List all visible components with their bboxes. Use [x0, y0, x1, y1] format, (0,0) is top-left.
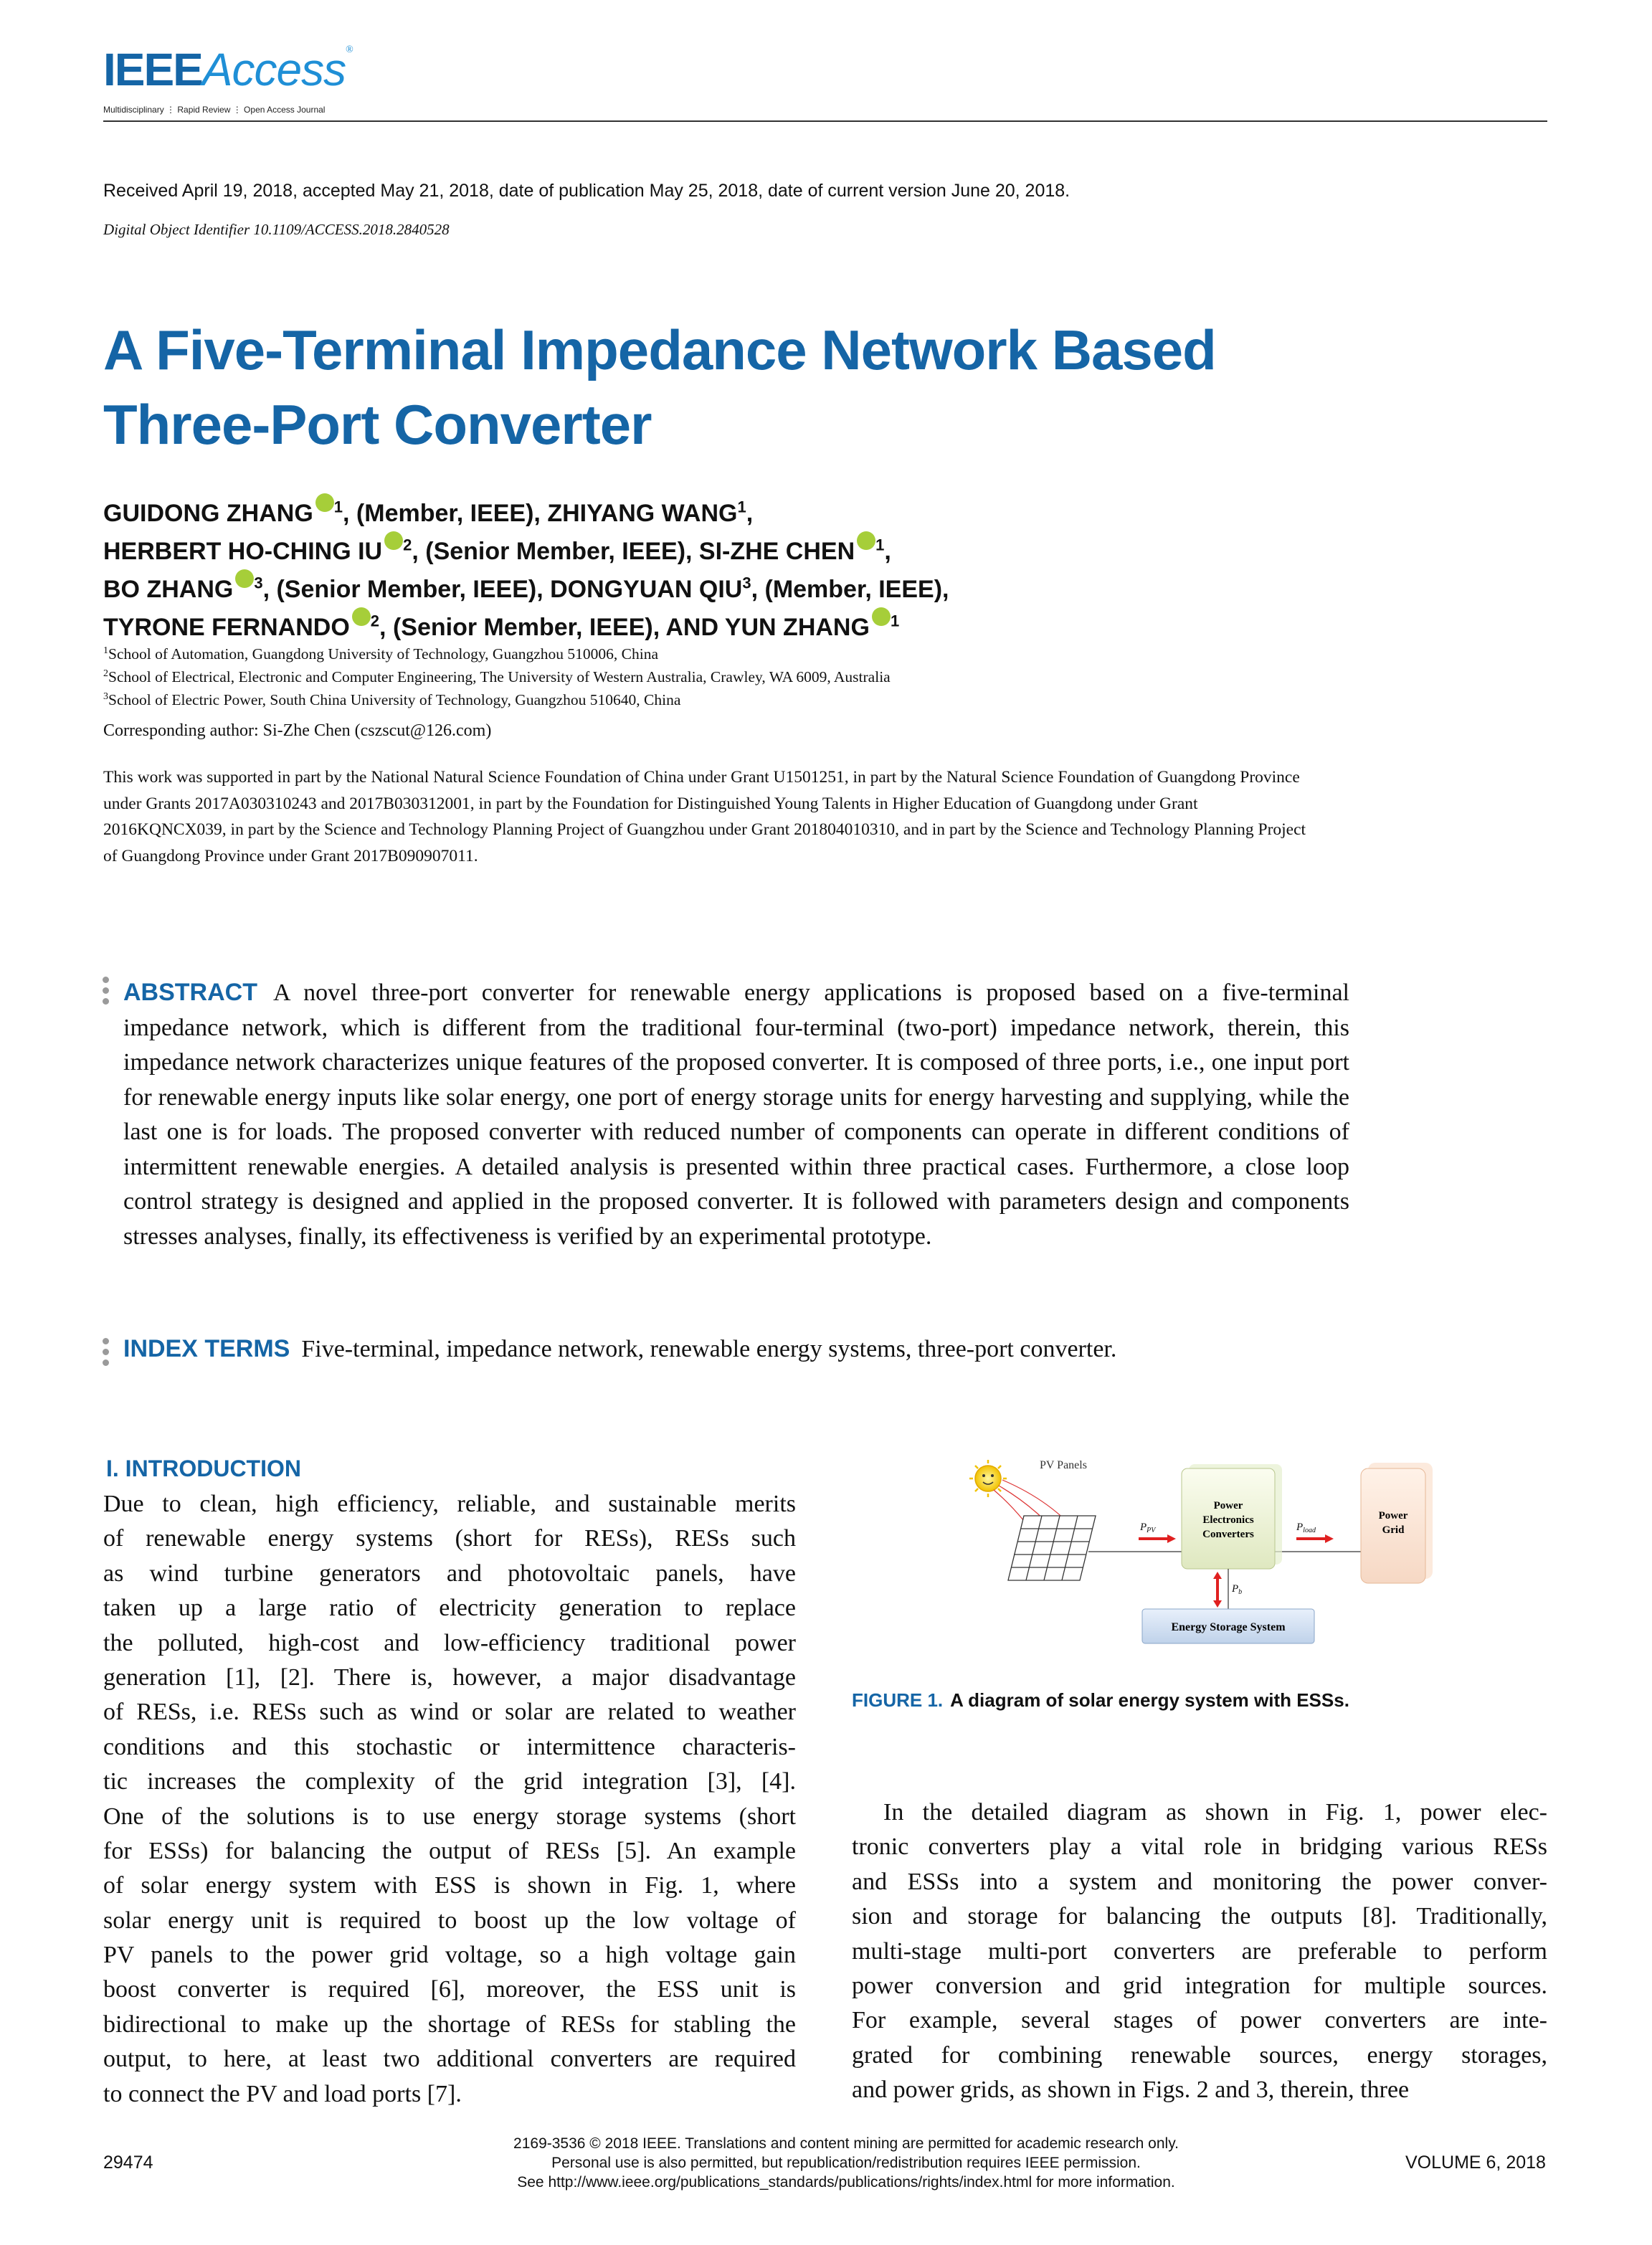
journal-tagline: Multidisciplinary ⋮ Rapid Review ⋮ Open Access Journal	[103, 105, 326, 115]
title-line-1: A Five-Terminal Impedance Network Based	[103, 318, 1216, 381]
text-line: One of the solutions is to use energy storage systems (short	[103, 1803, 796, 1830]
text-line: output, to here, at least two additional converters are required	[103, 2046, 796, 2073]
text-line: conditions and this stochastic or intermittence characteris-	[103, 1733, 796, 1760]
author-affil-sup: 1	[737, 498, 746, 516]
affiliation-item	[103, 665, 891, 688]
author-name[interactable]: ZHIYANG WANG	[547, 500, 738, 527]
author-role: , (Senior Member, IEEE), AND	[379, 614, 725, 641]
left-column-text	[103, 1487, 796, 2112]
affiliation-item	[103, 642, 891, 665]
ess-label: Energy Storage System	[1171, 1621, 1286, 1633]
text-line: to connect the PV and load ports [7].	[103, 2080, 462, 2107]
text-line: for ESSs) for balancing the output of RESs [5]. An example	[103, 1837, 796, 1864]
text-line: tic increases the complexity of the grid integration [3], [4].	[103, 1768, 796, 1795]
right-column-text	[852, 1795, 1547, 2108]
author-name[interactable]: BO ZHANG	[103, 576, 234, 603]
text-line: the polluted, high-cost and low-efficiency traditional power	[103, 1629, 796, 1656]
affiliation-list	[103, 642, 891, 711]
text-line: as wind turbine generators and photovoltaic panels, have	[103, 1560, 796, 1587]
sun-icon	[969, 1460, 1007, 1497]
orcid-icon[interactable]	[235, 569, 254, 588]
affil-sup: 3	[103, 690, 108, 702]
author-separator: ,	[884, 538, 891, 565]
header-divider	[103, 120, 1547, 122]
author-affil-sup: 3	[742, 574, 751, 592]
index-terms-block	[123, 1335, 1116, 1363]
corresponding-author: Corresponding author: Si-Zhe Chen (cszscut@126.com)	[103, 721, 492, 740]
text-line: multi-stage multi-port converters are preferable to perform	[852, 1937, 1547, 1965]
abstract-marker-dots	[103, 977, 113, 1009]
copyright-line-2: Personal use is also permitted, but republication/redistribution requires IEEE permission.	[551, 2155, 1141, 2171]
author-affil-sup: 2	[370, 612, 380, 630]
figure-1-diagram	[852, 1458, 1440, 1666]
text-line: of solar energy system with ESS is shown in Fig. 1, where	[103, 1872, 796, 1899]
text-line: solar energy unit is required to boost up the low voltage of	[103, 1907, 796, 1934]
author-name[interactable]: SI-ZHE CHEN	[698, 538, 855, 565]
figure-caption-text: A diagram of solar energy system with ESSs.	[950, 1689, 1349, 1711]
author-affil-sup: 1	[875, 536, 885, 554]
text-line: grated for combining renewable sources, energy storages,	[852, 2041, 1547, 2069]
abstract-heading: ABSTRACT	[123, 979, 257, 1006]
received-dates: Received April 19, 2018, accepted May 21, 2018, date of publication May 25, 2018, date of current version June 20, 2018.	[103, 181, 1071, 201]
text-line: and ESSs into a system and monitoring the power conver-	[852, 1868, 1547, 1895]
affil-sup: 2	[103, 668, 108, 679]
logo-access-text: Access	[201, 44, 346, 95]
text-line: bidirectional to make up the shortage of RESs for stabling the	[103, 2011, 796, 2038]
author-separator: ,	[746, 500, 754, 527]
author-name[interactable]: TYRONE FERNANDO	[103, 614, 350, 641]
author-role: , (Member, IEEE),	[751, 576, 949, 603]
abstract-block	[123, 975, 1349, 1254]
author-name[interactable]: HERBERT HO-CHING IU	[103, 538, 383, 565]
text-line: tronic converters play a vital role in bridging various RESs	[852, 1833, 1547, 1861]
doi-line: Digital Object Identifier 10.1109/ACCESS.2018.2840528	[103, 221, 450, 238]
orcid-icon[interactable]	[352, 607, 371, 626]
text-line: PV panels to the power grid voltage, so a high voltage gain	[103, 1942, 796, 1969]
copyright-notice	[402, 2134, 1291, 2192]
grid-label-1: Power	[1378, 1510, 1408, 1522]
index-terms-marker-dots	[103, 1338, 113, 1370]
pec-label-3: Converters	[1202, 1529, 1254, 1540]
orcid-icon[interactable]	[857, 531, 875, 550]
author-name[interactable]: YUN ZHANG	[724, 614, 870, 641]
author-affil-sup: 1	[890, 612, 900, 630]
text-line: of renewable energy systems (short for RESs), RESs such	[103, 1525, 796, 1552]
affil-sup: 1	[103, 645, 108, 656]
copyright-line-1: 2169-3536 © 2018 IEEE. Translations and content mining are permitted for academic research only.	[513, 2135, 1179, 2152]
index-terms-text: Five-terminal, impedance network, renewable energy systems, three-port converter.	[301, 1336, 1117, 1362]
text-line: boost converter is required [6], moreover, the ESS unit is	[103, 1976, 796, 2003]
author-role: , (Member, IEEE),	[343, 500, 548, 527]
text-line: and power grids, as shown in Figs. 2 and 3, therein, three	[852, 2076, 1410, 2104]
ieee-access-logo: IEEEAccess®	[103, 44, 353, 95]
text-line: For example, several stages of power converters are inte-	[852, 2007, 1547, 2034]
affil-text: School of Automation, Guangdong University of Technology, Guangzhou 510006, China	[108, 645, 659, 663]
text-line: power conversion and grid integration for multiple sources.	[852, 1972, 1547, 1999]
grid-label-2: Grid	[1382, 1524, 1405, 1536]
volume-label: VOLUME 6, 2018	[1405, 2153, 1546, 2173]
author-role: , (Senior Member, IEEE),	[262, 576, 551, 603]
author-list	[103, 495, 949, 647]
abstract-text: A novel three-port converter for renewable energy applications is proposed based on a five-terminal impedance network, which is different from the traditional four-terminal (two-port) impedance network, therein, this impedance network characterizes unique features of the proposed converter. It is composed of three ports, i.e., one input port for renewable energy inputs like solar energy, one port of energy storage units for energy harvesting and supplying, while the last one is for loads. The proposed converter with reduced number of components can operate in different conditions of intermittent renewable energies. A detailed analysis is presented within three practical cases. Furthermore, a close loop control strategy is designed and applied in the proposed converter. It is followed with parameters design and components stresses analyses, finally, its effectiveness is verified by an experimental prototype.	[123, 979, 1349, 1250]
pv-panels-label: PV Panels	[1040, 1459, 1087, 1471]
text-line: Due to clean, high efficiency, reliable, and sustainable merits	[103, 1491, 796, 1517]
logo-ieee-text: IEEE	[103, 44, 202, 95]
text-line: generation [1], [2]. There is, however, a major disadvantage	[103, 1663, 796, 1691]
affiliation-item	[103, 688, 891, 711]
text-line: In the detailed diagram as shown in Fig. 1, power elec-	[883, 1799, 1547, 1826]
orcid-icon[interactable]	[315, 493, 334, 512]
author-affil-sup: 3	[254, 574, 263, 592]
text-line: sion and storage for balancing the outputs [8]. Traditionally,	[852, 1903, 1547, 1930]
author-role: , (Senior Member, IEEE),	[412, 538, 699, 565]
orcid-icon[interactable]	[384, 531, 403, 550]
pv-panel-icon	[1008, 1516, 1096, 1580]
copyright-line-3[interactable]: See http://www.ieee.org/publications_standards/publications/rights/index.html for more information.	[517, 2174, 1175, 2191]
text-line: of RESs, i.e. RESs such as wind or solar are related to weather	[103, 1699, 796, 1726]
ppv-label: $P_{PV}$	[1140, 1522, 1156, 1534]
author-name[interactable]: GUIDONG ZHANG	[103, 500, 313, 527]
pec-label-1: Power	[1213, 1500, 1243, 1511]
title-line-2: Three-Port Converter	[103, 393, 652, 456]
figure-caption-label: FIGURE 1.	[852, 1689, 944, 1711]
pec-label-2: Electronics	[1202, 1514, 1254, 1526]
page-number: 29474	[103, 2153, 153, 2173]
author-name[interactable]: DONGYUAN QIU	[550, 576, 743, 603]
funding-note: This work was supported in part by the National Natural Science Foundation of China under Grant U1501251, in part by the Natural Science Foundation of Guangdong Province under Grants 2017A030310243 and 2017B030312001, in part by the Foundation for Distinguished Young Talents in Higher Education of Guangdong under Grant 2016KQNCX039, in part by the Science and Technology Planning Project of Guangzhou under Grant 201804010310, and in part by the Science and Technology Planning Project of Guangdong Province under Grant 2017B090907011.	[103, 768, 1306, 865]
affil-text: School of Electric Power, South China University of Technology, Guangzhou 510640, China	[108, 691, 681, 708]
author-affil-sup: 1	[333, 498, 343, 516]
index-terms-heading: INDEX TERMS	[123, 1335, 290, 1362]
affil-text: School of Electrical, Electronic and Computer Engineering, The University of Western Australia, Crawley, WA 6009, Australia	[108, 668, 891, 685]
text-line: taken up a large ratio of electricity generation to replace	[103, 1595, 796, 1622]
orcid-icon[interactable]	[872, 607, 891, 626]
paper-title	[103, 313, 1394, 462]
figure-1-caption	[852, 1689, 1349, 1712]
pload-label: $P_{load}$	[1296, 1522, 1316, 1534]
section-heading-introduction: I. INTRODUCTION	[106, 1456, 301, 1481]
pb-label: $P_b$	[1232, 1583, 1243, 1596]
author-affil-sup: 2	[403, 536, 412, 554]
